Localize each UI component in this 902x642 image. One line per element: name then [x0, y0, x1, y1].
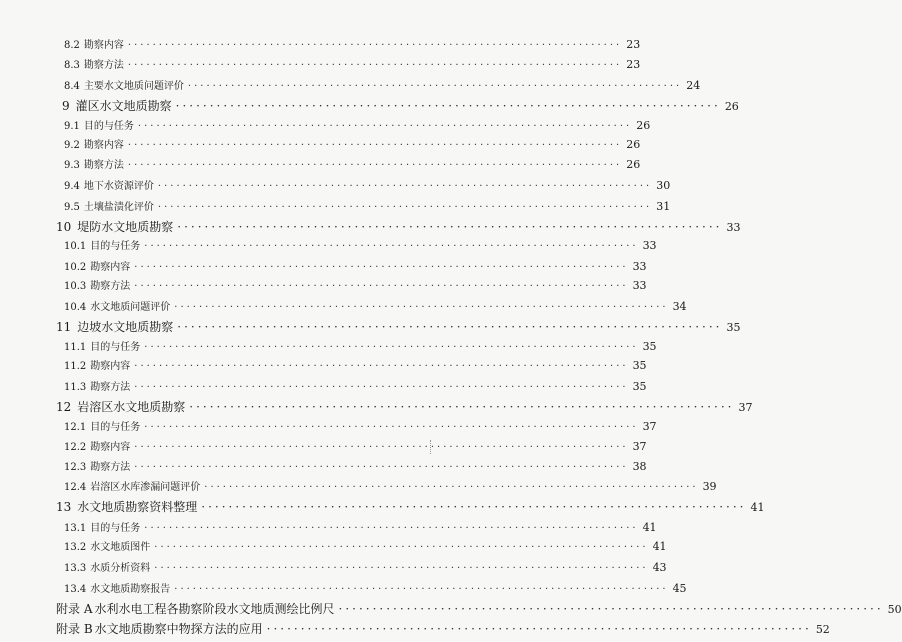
toc-entry-number: 9.5	[64, 202, 80, 213]
toc-section-row[interactable]	[0, 378, 647, 393]
toc-entry-title: 勘察内容	[83, 40, 124, 51]
toc-entry-title: 土壤盐渍化评价	[83, 202, 154, 213]
toc-section-row[interactable]	[0, 177, 671, 192]
toc-entry-number: 附录 B	[56, 622, 93, 636]
toc-entry-title: 目的与任务	[90, 422, 141, 433]
toc-entry-number: 10.3	[64, 281, 87, 292]
toc-section-row[interactable]	[0, 438, 647, 453]
toc-entry-title: 目的与任务	[83, 121, 134, 132]
toc-page-number: 35	[642, 340, 657, 353]
toc-entry-number: 12.2	[64, 442, 87, 453]
toc-section-row[interactable]	[0, 357, 647, 372]
toc-page-number: 33	[632, 279, 647, 292]
toc-entry-number: 10.4	[64, 302, 87, 313]
toc-entry-number: 12.3	[64, 462, 87, 473]
toc-entry-title: 目的与任务	[90, 523, 141, 534]
toc-entry-number: 12	[56, 400, 72, 414]
toc-section-row[interactable]	[0, 258, 647, 273]
toc-entry-title: 水文地质勘察中物探方法的应用	[94, 622, 263, 636]
toc-entry-title: 勘察内容	[90, 361, 131, 372]
dot-leader: ················································································	[144, 241, 639, 252]
dot-leader: ················································································	[144, 342, 639, 353]
toc-section-row[interactable]	[0, 36, 641, 51]
dot-leader: ················································································	[134, 262, 629, 273]
toc-section-row[interactable]	[0, 338, 657, 353]
toc-section-row[interactable]	[0, 277, 647, 292]
toc-page-number: 34	[672, 300, 687, 313]
dot-leader: ················································································	[144, 422, 639, 433]
toc-page-number: 26	[636, 119, 651, 132]
toc-section-row[interactable]	[0, 519, 657, 534]
toc-section-row[interactable]	[0, 237, 657, 252]
dot-leader: ················································································	[127, 160, 623, 171]
toc-section-row[interactable]	[0, 77, 701, 92]
toc-entry-number: 9.3	[64, 160, 80, 171]
toc-section-row[interactable]	[0, 298, 687, 313]
toc-page-number: 30	[656, 179, 671, 192]
toc-chapter-row[interactable]	[0, 318, 741, 335]
toc-entry-title: 水文地质图件	[90, 542, 151, 553]
toc-entry-title: 水文地质勘察资料整理	[77, 500, 198, 514]
dot-leader: ················································································	[154, 563, 649, 574]
toc-entry-number: 8.2	[64, 40, 80, 51]
dot-leader: ················································································	[266, 622, 812, 636]
toc-entry-number: 13.2	[64, 542, 87, 553]
toc-section-row[interactable]	[0, 156, 641, 171]
toc-entry-title: 勘察方法	[83, 60, 124, 71]
toc-entry-number: 9.4	[64, 181, 80, 192]
toc-entry-number: 9.1	[64, 121, 80, 132]
toc-section-row[interactable]	[0, 117, 651, 132]
toc-entry-number: 13	[56, 500, 72, 514]
toc-page-number: 33	[642, 239, 657, 252]
toc-section-row[interactable]	[0, 458, 647, 473]
toc-entry-number: 附录 A	[56, 602, 93, 616]
toc-chapter-row[interactable]	[0, 97, 739, 114]
dot-leader: ················································································	[134, 281, 629, 292]
dot-leader: ················································································	[134, 382, 629, 393]
toc-entry-number: 13.4	[64, 584, 87, 595]
toc-section-row[interactable]	[0, 136, 641, 151]
toc-section-row[interactable]	[0, 478, 717, 493]
toc-page-number: 26	[626, 138, 641, 151]
dot-leader: ················································································	[134, 462, 629, 473]
toc-entry-number: 10	[56, 220, 72, 234]
toc-page-number: 41	[652, 540, 667, 553]
dot-leader: ················································································	[144, 523, 639, 534]
toc-entry-title: 水利水电工程各勘察阶段水文地质测绘比例尺	[94, 602, 335, 616]
toc-page-number: 39	[702, 480, 717, 493]
dot-leader: ················································································	[174, 302, 669, 313]
toc-entry-title: 岩溶区水文地质勘察	[77, 400, 186, 414]
dot-leader: ················································································	[201, 500, 747, 514]
dot-leader: ················································································	[189, 400, 735, 414]
toc-entry-number: 12.1	[64, 422, 87, 433]
toc-page-number: 35	[726, 321, 741, 334]
toc-page-number: 33	[632, 260, 647, 273]
dot-leader: ················································································	[338, 602, 884, 616]
toc-page-number: 26	[724, 100, 739, 113]
toc-page-number: 50	[887, 603, 902, 616]
toc-entry-title: 水质分析资料	[90, 563, 151, 574]
toc-page-number: 43	[652, 561, 667, 574]
toc-entry-number: 12.4	[64, 482, 87, 493]
toc-entry-number: 9	[62, 99, 70, 113]
toc-section-row[interactable]	[0, 198, 671, 213]
page-edge-mark	[427, 440, 431, 454]
toc-entry-number: 13.1	[64, 523, 87, 534]
toc-appendix-row[interactable]	[0, 620, 830, 637]
toc-entry-title: 主要水文地质问题评价	[83, 81, 184, 92]
toc-section-row[interactable]	[0, 56, 641, 71]
toc-page-number: 33	[726, 221, 741, 234]
toc-entry-title: 地下水资源评价	[83, 181, 154, 192]
toc-page-number: 23	[626, 58, 641, 71]
dot-leader: ················································································	[174, 584, 669, 595]
dot-leader: ················································································	[157, 202, 653, 213]
toc-entry-title: 目的与任务	[90, 241, 141, 252]
toc-page-number: 31	[656, 200, 671, 213]
toc-page-number: 23	[626, 38, 641, 51]
toc-entry-number: 8.4	[64, 81, 80, 92]
toc-page-number: 35	[632, 359, 647, 372]
toc-page-number: 52	[815, 623, 830, 636]
dot-leader: ················································································	[204, 482, 699, 493]
toc-page-number: 35	[632, 380, 647, 393]
toc-entry-title: 岩溶区水库渗漏问题评价	[90, 482, 201, 493]
toc-page-number: 45	[672, 582, 687, 595]
toc-page-number: 37	[738, 401, 753, 414]
toc-entry-number: 9.2	[64, 140, 80, 151]
toc-chapter-row[interactable]	[0, 498, 765, 515]
dot-leader: ················································································	[177, 320, 723, 334]
dot-leader: ················································································	[134, 442, 629, 453]
dot-leader: ················································································	[137, 121, 633, 132]
toc-entry-title: 水文地质勘察报告	[90, 584, 171, 595]
toc-entry-number: 13.3	[64, 563, 87, 574]
toc-entry-number: 11.1	[64, 342, 87, 353]
toc-section-row[interactable]	[0, 580, 687, 595]
toc-entry-title: 勘察方法	[90, 281, 131, 292]
toc-entry-number: 10.2	[64, 262, 87, 273]
dot-leader: ················································································	[127, 140, 623, 151]
toc-page-number: 37	[632, 440, 647, 453]
toc-page-number: 26	[626, 158, 641, 171]
toc-entry-title: 勘察内容	[90, 442, 131, 453]
toc-entry-title: 勘察方法	[90, 462, 131, 473]
toc-entry-title: 灌区水文地质勘察	[75, 99, 172, 113]
toc-chapter-row[interactable]	[0, 398, 753, 415]
toc-entry-title: 勘察内容	[90, 262, 131, 273]
dot-leader: ················································································	[177, 220, 723, 234]
dot-leader: ················································································	[134, 361, 629, 372]
toc-section-row[interactable]	[0, 418, 657, 433]
toc-entry-title: 边坡水文地质勘察	[77, 320, 174, 334]
toc-appendix-row[interactable]	[0, 600, 902, 617]
dot-leader: ················································································	[127, 60, 623, 71]
toc-entry-title: 堤防水文地质勘察	[77, 220, 174, 234]
dot-leader: ················································································	[154, 542, 649, 553]
toc-entry-title: 目的与任务	[90, 342, 141, 353]
toc-chapter-row[interactable]	[0, 218, 741, 235]
dot-leader: ················································································	[187, 81, 683, 92]
dot-leader: ················································································	[127, 40, 623, 51]
toc-section-row[interactable]	[0, 538, 667, 553]
toc-entry-number: 8.3	[64, 60, 80, 71]
toc-page-number: 38	[632, 460, 647, 473]
toc-entry-title: 勘察方法	[90, 382, 131, 393]
toc-section-row[interactable]	[0, 559, 667, 574]
toc-entry-title: 勘察方法	[83, 160, 124, 171]
toc-entry-number: 11	[56, 320, 72, 334]
toc-entry-title: 勘察内容	[83, 140, 124, 151]
toc-entry-number: 11.3	[64, 382, 87, 393]
toc-entry-title: 水文地质问题评价	[90, 302, 171, 313]
dot-leader: ················································································	[157, 181, 653, 192]
toc-page-number: 41	[642, 521, 657, 534]
toc-page-number: 37	[642, 420, 657, 433]
toc-page-number: 41	[750, 501, 765, 514]
toc-entry-number: 11.2	[64, 361, 87, 372]
toc-page-number: 24	[686, 79, 701, 92]
dot-leader: ················································································	[175, 99, 721, 113]
toc-entry-number: 10.1	[64, 241, 87, 252]
